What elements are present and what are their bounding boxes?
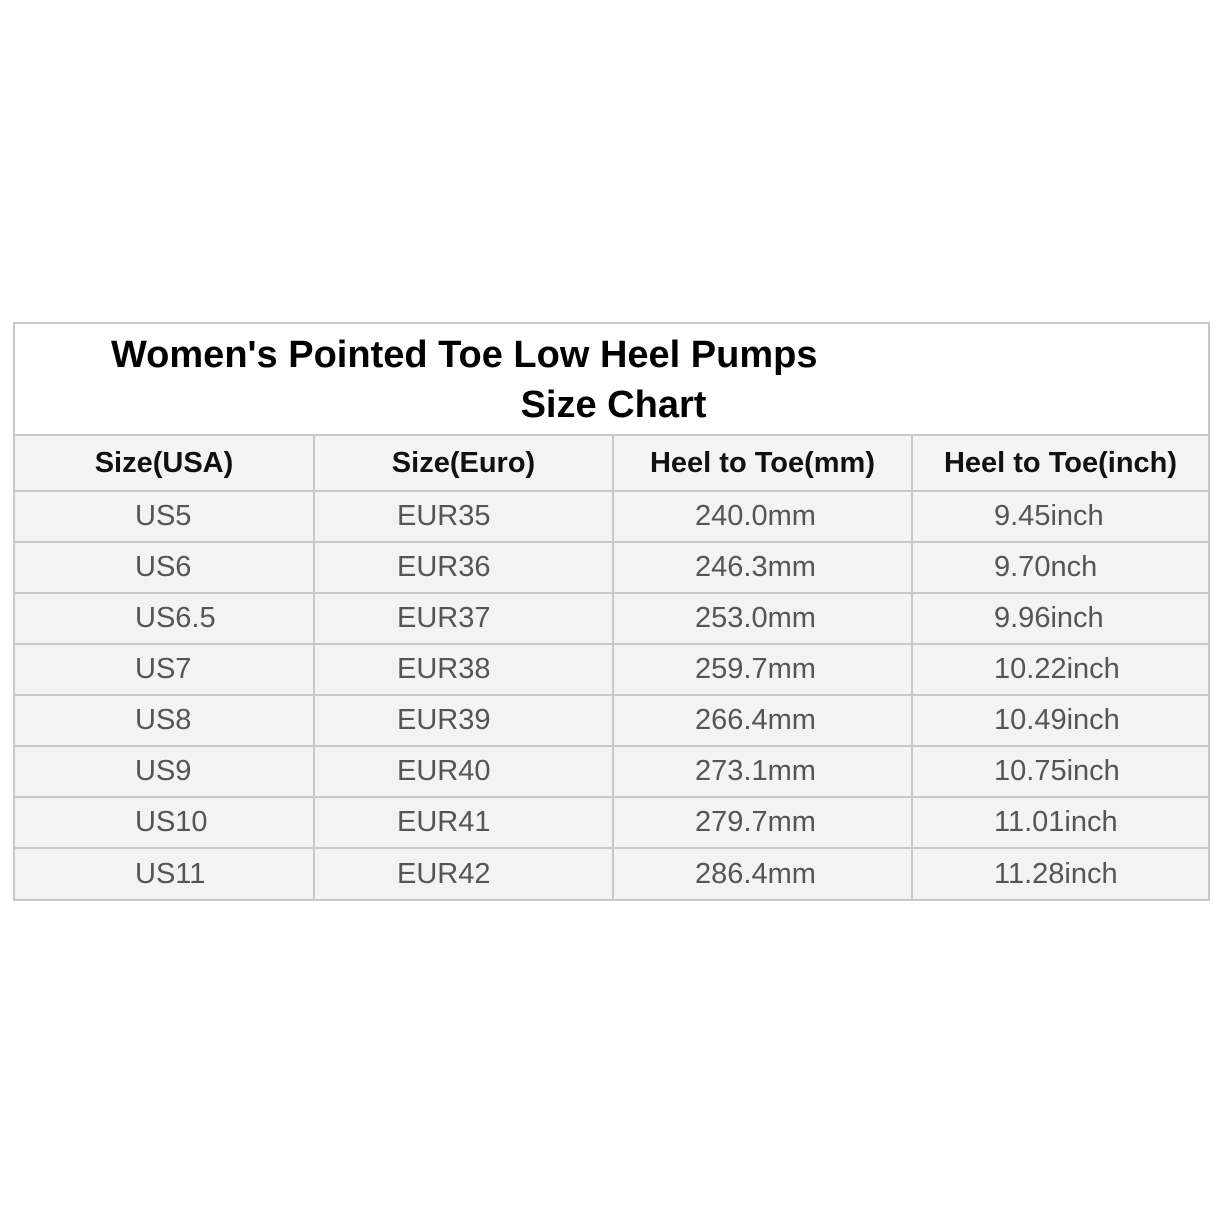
size-usa-cell: US6 — [15, 542, 314, 593]
table-row — [15, 797, 1208, 848]
size-usa-cell: US9 — [15, 746, 314, 797]
chart-title-line1: Women's Pointed Toe Low Heel Pumps — [111, 334, 818, 376]
heel-to-toe-mm-cell: 246.3mm — [613, 542, 912, 593]
heel-to-toe-mm-cell: 253.0mm — [613, 593, 912, 644]
size-euro-cell: EUR39 — [314, 695, 613, 746]
heel-to-toe-inch-cell: 9.96inch — [912, 593, 1208, 644]
heel-to-toe-inch-cell: 9.45inch — [912, 491, 1208, 542]
size-table — [15, 436, 1208, 899]
table-row — [15, 848, 1208, 899]
size-usa-cell: US11 — [15, 848, 314, 899]
table-row — [15, 491, 1208, 542]
table-row — [15, 695, 1208, 746]
size-euro-cell: EUR36 — [314, 542, 613, 593]
size-usa-cell: US8 — [15, 695, 314, 746]
heel-to-toe-mm-cell: 286.4mm — [613, 848, 912, 899]
table-row — [15, 644, 1208, 695]
column-header-size-euro: Size(Euro) — [314, 436, 613, 491]
heel-to-toe-inch-cell: 9.70nch — [912, 542, 1208, 593]
size-chart — [13, 322, 1210, 901]
size-euro-cell: EUR35 — [314, 491, 613, 542]
header-row — [15, 436, 1208, 491]
table-row — [15, 542, 1208, 593]
size-usa-cell: US7 — [15, 644, 314, 695]
heel-to-toe-mm-cell: 273.1mm — [613, 746, 912, 797]
heel-to-toe-mm-cell: 266.4mm — [613, 695, 912, 746]
heel-to-toe-mm-cell: 240.0mm — [613, 491, 912, 542]
size-euro-cell: EUR42 — [314, 848, 613, 899]
size-euro-cell: EUR38 — [314, 644, 613, 695]
size-usa-cell: US5 — [15, 491, 314, 542]
chart-title — [15, 324, 1208, 436]
heel-to-toe-inch-cell: 10.75inch — [912, 746, 1208, 797]
heel-to-toe-inch-cell: 11.28inch — [912, 848, 1208, 899]
table-row — [15, 593, 1208, 644]
chart-title-line2: Size Chart — [520, 384, 707, 426]
heel-to-toe-inch-cell: 11.01inch — [912, 797, 1208, 848]
column-header-size-usa: Size(USA) — [15, 436, 314, 491]
size-usa-cell: US6.5 — [15, 593, 314, 644]
heel-to-toe-inch-cell: 10.22inch — [912, 644, 1208, 695]
column-header-heel-to-toe-inch: Heel to Toe(inch) — [912, 436, 1208, 491]
size-euro-cell: EUR41 — [314, 797, 613, 848]
size-euro-cell: EUR37 — [314, 593, 613, 644]
size-usa-cell: US10 — [15, 797, 314, 848]
column-header-heel-to-toe-mm: Heel to Toe(mm) — [613, 436, 912, 491]
table-row — [15, 746, 1208, 797]
heel-to-toe-mm-cell: 259.7mm — [613, 644, 912, 695]
size-euro-cell: EUR40 — [314, 746, 613, 797]
heel-to-toe-mm-cell: 279.7mm — [613, 797, 912, 848]
heel-to-toe-inch-cell: 10.49inch — [912, 695, 1208, 746]
